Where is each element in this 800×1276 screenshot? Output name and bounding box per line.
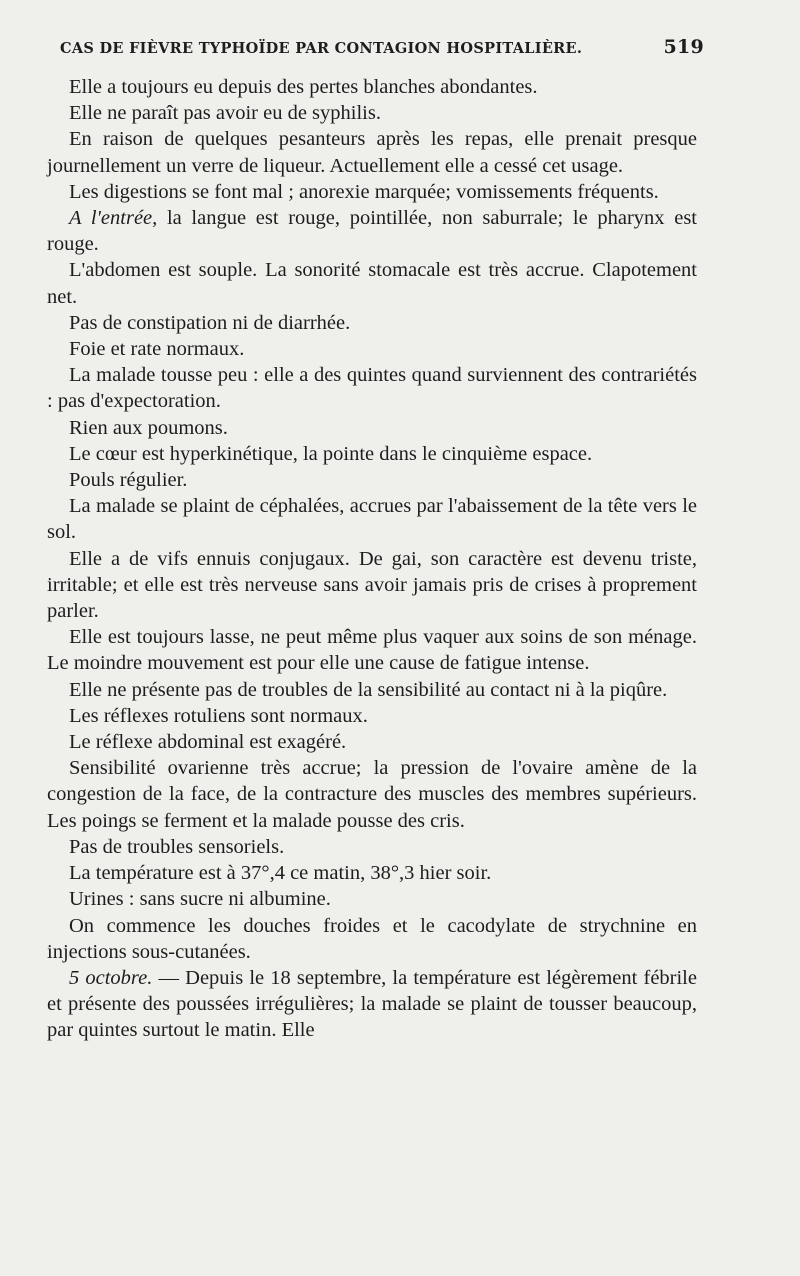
paragraph-text: L'abdomen est souple. La sonorité stomacale est très accrue. Clapotement net. <box>47 259 697 308</box>
paragraph-text: On commence les douches froides et le cacodylate de strychnine en injections sous-cutanées. <box>47 914 697 963</box>
paragraph <box>47 100 697 126</box>
paragraph-text: La malade tousse peu : elle a des quintes quand surviennent des contrariétés : pas d'expectoration. <box>47 364 697 413</box>
paragraph <box>47 257 697 309</box>
page-header <box>60 36 704 58</box>
paragraph-text: Elle ne paraît pas avoir eu de syphilis. <box>69 102 381 125</box>
paragraph-text: Pas de constipation ni de diarrhée. <box>69 311 351 334</box>
paragraph-text: Le réflexe abdominal est exagéré. <box>69 731 347 754</box>
paragraph <box>47 336 697 362</box>
paragraph <box>47 74 697 100</box>
paragraph-text: la langue est rouge, pointillée, non saburrale; le pharynx est rouge. <box>47 207 697 256</box>
paragraph <box>47 913 697 965</box>
paragraph-text: Elle est toujours lasse, ne peut même plus vaquer aux soins de son ménage. Le moindre mouvement est pour elle une cause de fatigue intense. <box>47 626 697 675</box>
paragraph-text: — Depuis le 18 septembre, la température est légèrement fébrile et présente des poussées irrégulières; la malade se plaint de tousser beaucoup, par quintes surtout le matin. Elle <box>47 966 697 1042</box>
paragraph-text: Le cœur est hyperkinétique, la pointe dans le cinquième espace. <box>69 442 593 465</box>
paragraph <box>47 467 697 493</box>
paragraph-text: Elle ne présente pas de troubles de la sensibilité au contact ni à la piqûre. <box>69 678 668 701</box>
paragraph <box>47 860 697 886</box>
paragraph-text: Les digestions se font mal ; anorexie marquée; vomissements fréquents. <box>69 180 659 203</box>
paragraph <box>47 703 697 729</box>
paragraph-text: Sensibilité ovarienne très accrue; la pression de l'ovaire amène de la congestion de la face, de la contracture des muscles des membres supérieurs. Les poings se ferment et la malade pousse des cris. <box>47 757 697 832</box>
paragraph <box>47 965 697 1044</box>
paragraph-text: Elle a toujours eu depuis des pertes blanches abondantes. <box>69 76 538 98</box>
paragraph <box>47 493 697 545</box>
paragraph <box>47 179 697 205</box>
paragraph <box>47 441 697 467</box>
paragraph-lead: A l'entrée, <box>69 207 158 230</box>
paragraph <box>47 677 697 703</box>
body-text <box>47 74 697 1044</box>
paragraph-text: Les réflexes rotuliens sont normaux. <box>69 704 368 727</box>
paragraph-text: En raison de quelques pesanteurs après les repas, elle prenait presque journellement un verre de liqueur. Actuellement elle a cessé cet usage. <box>47 128 697 177</box>
paragraph <box>47 310 697 336</box>
paragraph <box>47 834 697 860</box>
paragraph <box>47 415 697 441</box>
running-head: CAS DE FIÈVRE TYPHOÏDE PAR CONTAGION HOSPITALIÈRE. <box>60 40 583 57</box>
paragraph <box>47 546 697 625</box>
page-number: 519 <box>663 36 704 58</box>
paragraph <box>47 624 697 676</box>
paragraph <box>47 205 697 257</box>
paragraph <box>47 886 697 912</box>
paragraph-text: Pouls régulier. <box>69 469 188 492</box>
paragraph <box>47 729 697 755</box>
paragraph <box>47 126 697 178</box>
paragraph-text: Foie et rate normaux. <box>69 338 245 361</box>
paragraph-text: Pas de troubles sensoriels. <box>69 835 285 858</box>
paragraph-text: Elle a de vifs ennuis conjugaux. De gai, son caractère est devenu triste, irritable; et elle est très nerveuse sans avoir jamais pris de crises à proprement parler. <box>47 547 697 623</box>
paragraph-text: La malade se plaint de céphalées, accrues par l'abaissement de la tête vers le sol. <box>47 495 697 544</box>
paragraph-text: Rien aux poumons. <box>69 416 228 439</box>
paragraph-text: La température est à 37°,4 ce matin, 38°,3 hier soir. <box>69 862 492 885</box>
paragraph-lead: 5 octobre. <box>69 966 153 989</box>
paragraph-text: Urines : sans sucre ni albumine. <box>69 888 331 911</box>
paragraph <box>47 362 697 414</box>
paragraph <box>47 755 697 834</box>
